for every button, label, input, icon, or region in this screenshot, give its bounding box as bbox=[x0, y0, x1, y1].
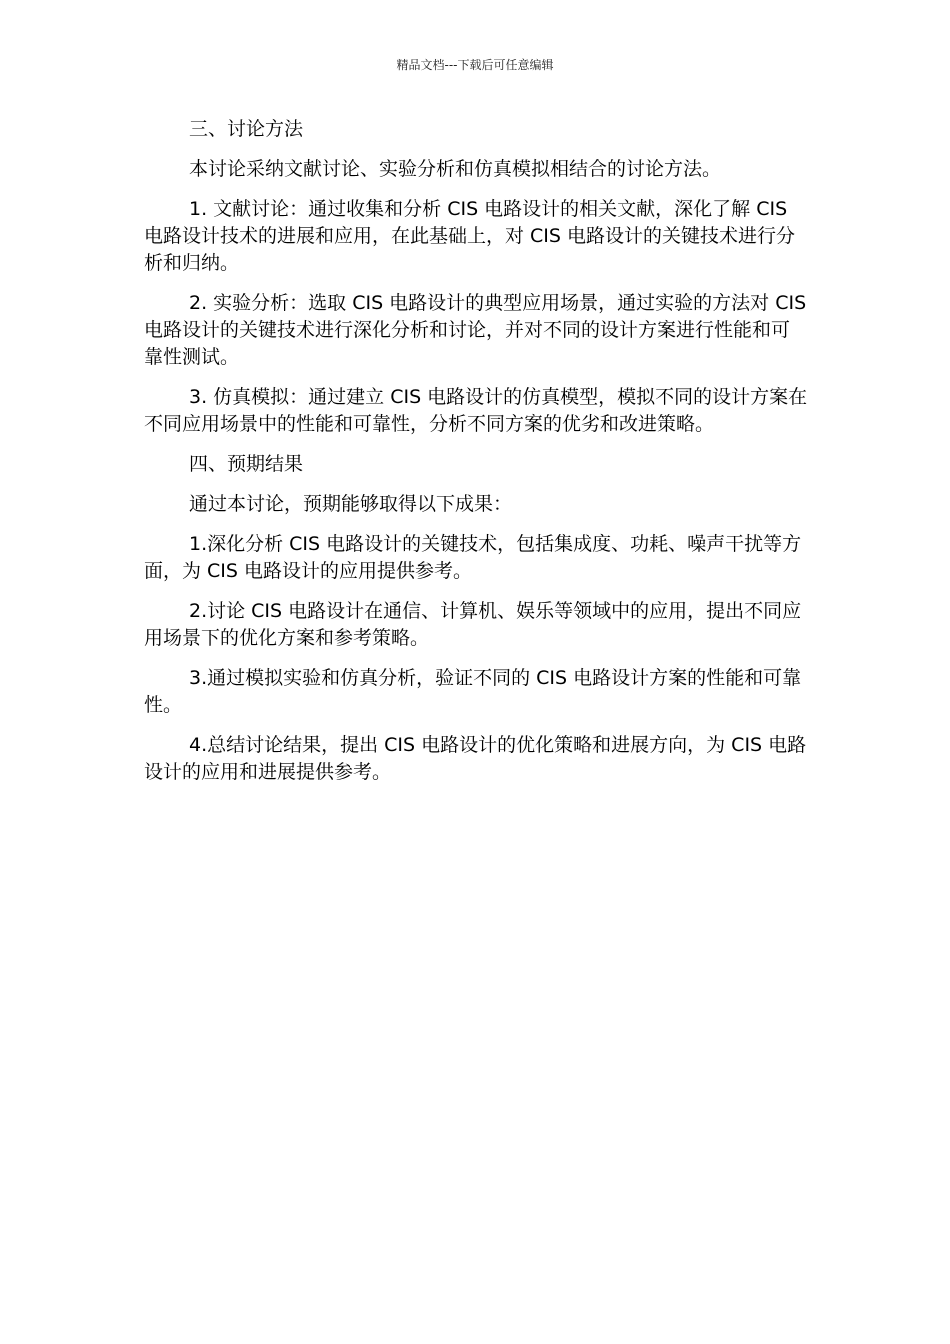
results-intro-paragraph: 通过本讨论，预期能够取得以下成果： bbox=[189, 493, 513, 515]
section-heading-methods: 三、讨论方法 bbox=[189, 118, 304, 140]
methods-intro-paragraph: 本讨论采纳文献讨论、实验分析和仿真模拟相结合的讨论方法。 bbox=[189, 158, 722, 180]
result-item-4: 4.总结讨论结果，提出 CIS 电路设计的优化策略和进展方向，为 CIS 电路设计的应用和进展提供参考。 bbox=[144, 734, 807, 783]
result-item-2: 2.讨论 CIS 电路设计在通信、计算机、娱乐等领域中的应用，提出不同应用场景下的优化方案和参考策略。 bbox=[144, 600, 802, 649]
result-item-1: 1.深化分析 CIS 电路设计的关键技术，包括集成度、功耗、噪声干扰等方面，为 CIS 电路设计的应用提供参考。 bbox=[144, 533, 802, 582]
result-item-3: 3.通过模拟实验和仿真分析，验证不同的 CIS 电路设计方案的性能和可靠性。 bbox=[144, 667, 802, 716]
page-header: 精品文档---下载后可任意编辑 bbox=[396, 58, 554, 72]
section-heading-expected-results: 四、预期结果 bbox=[189, 453, 304, 475]
method-simulation-paragraph: 3. 仿真模拟：通过建立 CIS 电路设计的仿真模型，模拟不同的设计方案在不同应用场景中的性能和可靠性，分析不同方案的优劣和改进策略。 bbox=[144, 386, 808, 435]
document-body bbox=[144, 116, 808, 799]
method-literature-paragraph: 1. 文献讨论：通过收集和分析 CIS 电路设计的相关文献，深化了解 CIS 电路设计技术的进展和应用，在此基础上，对 CIS 电路设计的关键技术进行分析和归纳。 bbox=[144, 198, 796, 274]
method-experiment-paragraph: 2. 实验分析：选取 CIS 电路设计的典型应用场景，通过实验的方法对 CIS 电路设计的关键技术进行深化分析和讨论，并对不同的设计方案进行性能和可靠性测试。 bbox=[144, 292, 807, 368]
